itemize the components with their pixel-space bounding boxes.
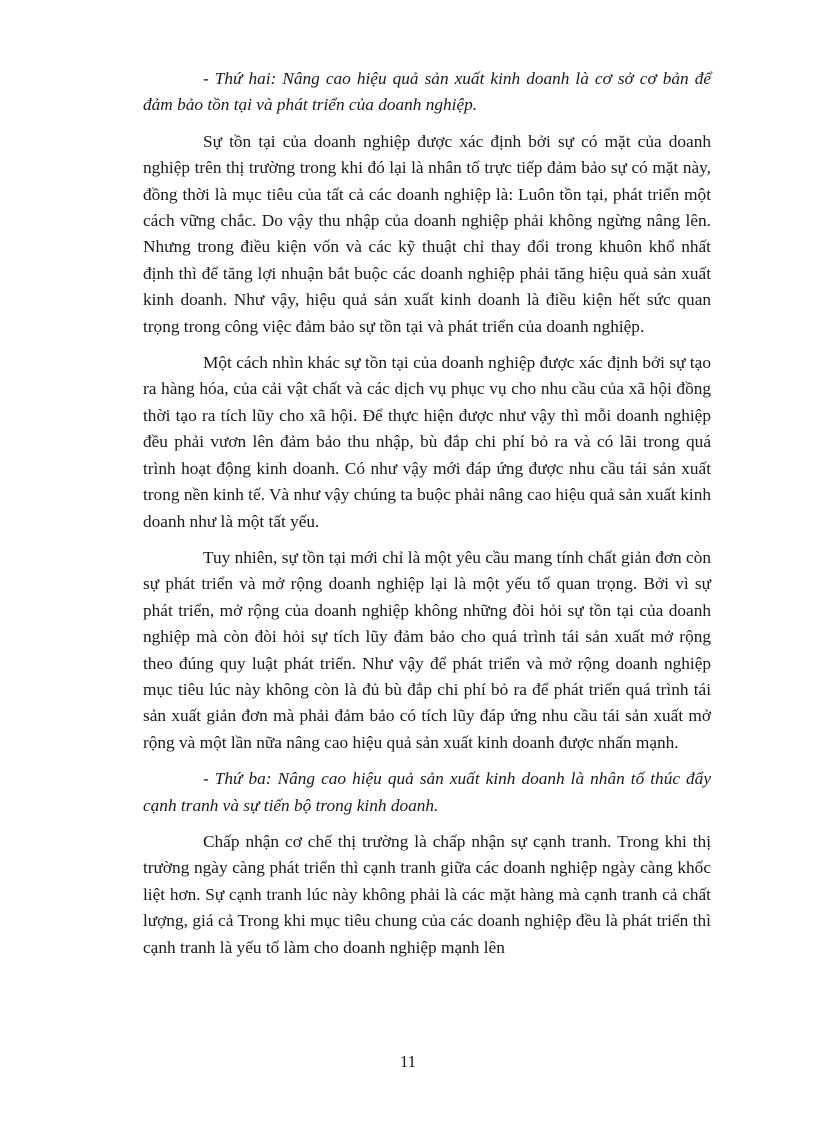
body-paragraph: Sự tồn tại của doanh nghiệp được xác định bởi sự có mặt của doanh nghiệp trên thị trường trong khi đó lại là nhân tố trực tiếp đảm bảo sự có mặt này, đồng thời là mục tiêu của tất cả các doanh nghiệp là: Luôn tồn tại, phát triển một cách vững chắc. Do vậy thu nhập của doanh nghiệp phải không ngừng nâng lên. Nhưng trong điều kiện vốn và các kỹ thuật chỉ thay đổi trong khuôn khổ nhất định thì để tăng lợi nhuận bắt buộc các doanh nghiệp phải tăng hiệu quả sản xuất kinh doanh. Như vậy, hiệu quả sản xuất kinh doanh là điều kiện hết sức quan trọng trong công việc đảm bảo sự tồn tại và phát triển của doanh nghiệp. bbox=[143, 131, 711, 336]
body-paragraph: Tuy nhiên, sự tồn tại mới chỉ là một yêu cầu mang tính chất giản đơn còn sự phát triển và mở rộng doanh nghiệp lại là một yếu tố quan trọng. Bởi vì sự phát triển, mở rộng của doanh nghiệp không những đòi hỏi sự tồn tại của doanh nghiệp mà còn đòi hỏi sự tích lũy đảm bảo cho quá trình tái sản xuất mở rộng theo đúng quy luật phát triển. Như vậy để phát triển và mở rộng doanh nghiệp mục tiêu lúc này không còn là đủ bù đắp chi phí bỏ ra để phát triển quá trình tái sản xuất giản đơn mà phải đảm bảo có tích lũy đáp ứng nhu cầu tái sản xuất mở rộng và một lần nữa nâng cao hiệu quả sản xuất kinh doanh được nhấn mạnh. bbox=[143, 547, 711, 752]
page-number: 11 bbox=[399, 1052, 417, 1071]
body-paragraph: Một cách nhìn khác sự tồn tại của doanh nghiệp được xác định bởi sự tạo ra hàng hóa, của cải vật chất và các dịch vụ phục vụ cho nhu cầu của xã hội đồng thời tạo ra tích lũy cho xã hội. Để thực hiện được như vậy thì mỗi doanh nghiệp đều phải vươn lên đảm bảo thu nhập, bù đắp chi phí bỏ ra và có lãi trong quá trình hoạt động kinh doanh. Có như vậy mới đáp ứng được nhu cầu tái sản xuất trong nền kinh tế. Và như vậy chúng ta buộc phải nâng cao hiệu quả sản xuất kinh doanh như là một tất yếu. bbox=[143, 353, 711, 531]
section-heading-third: - Thứ ba: Nâng cao hiệu quả sản xuất kinh doanh là nhân tố thúc đẩy cạnh tranh và sự tiến bộ trong kinh doanh. bbox=[143, 769, 711, 815]
document-page bbox=[143, 66, 711, 971]
body-paragraph: Chấp nhận cơ chế thị trường là chấp nhận sự cạnh tranh. Trong khi thị trường ngày càng phát triển thì cạnh tranh giữa các doanh nghiệp ngày càng khốc liệt hơn. Sự cạnh tranh lúc này không phải là các mặt hàng mà cạnh tranh cả chất lượng, giá cả Trong khi mục tiêu chung của các doanh nghiệp đều là phát triển thì cạnh tranh là yếu tố làm cho doanh nghiệp mạnh lên bbox=[143, 831, 711, 957]
section-heading-second: - Thứ hai: Nâng cao hiệu quả sản xuất kinh doanh là cơ sở cơ bản để đảm bảo tồn tại và phát triển của doanh nghiệp. bbox=[143, 69, 711, 115]
